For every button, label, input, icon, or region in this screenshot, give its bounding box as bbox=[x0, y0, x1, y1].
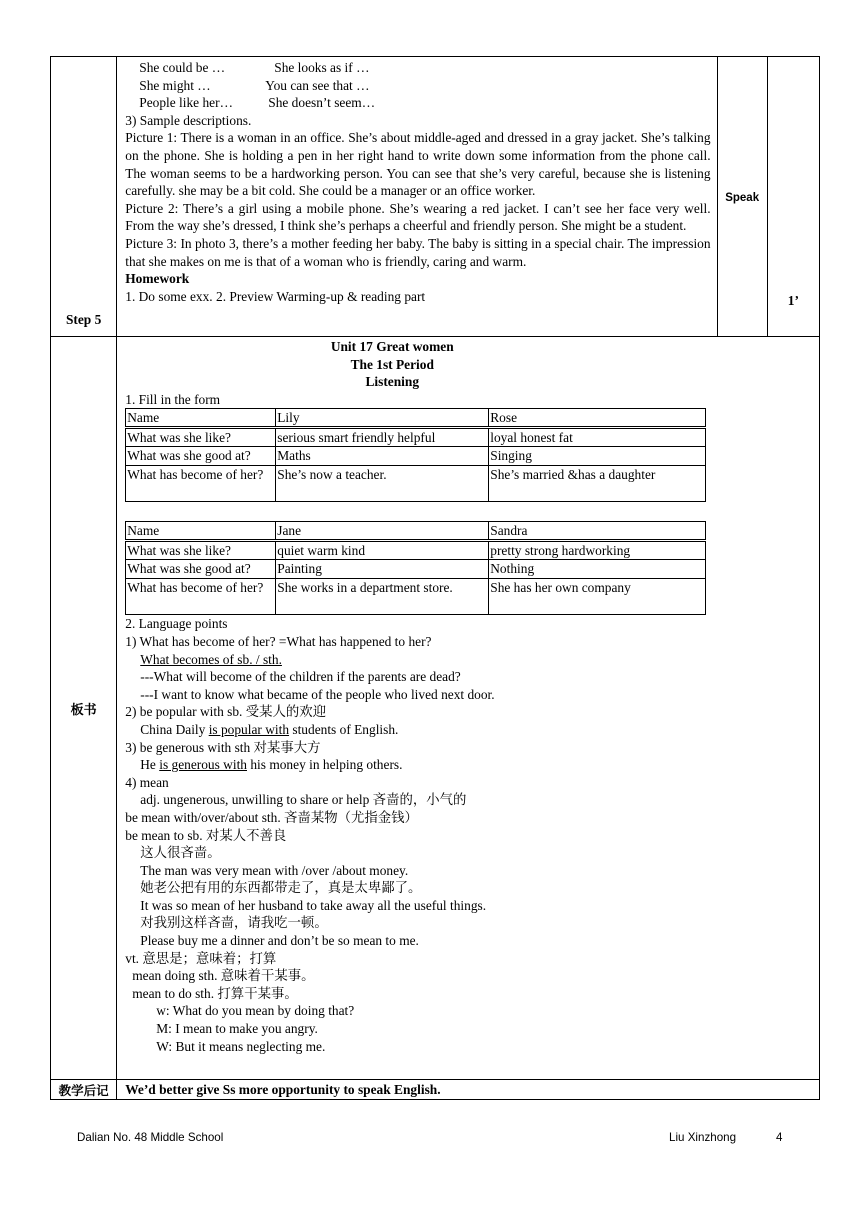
sample-heading: 3) Sample descriptions. bbox=[125, 112, 252, 128]
point-1-structure: What becomes of sb. / sth. bbox=[140, 651, 282, 667]
form-table-1 bbox=[125, 408, 706, 502]
point-4-b: be mean to sb. 对某人不善良 bbox=[125, 827, 287, 843]
step5-label-cell bbox=[51, 57, 117, 337]
phrase-row: She might … You can see that … bbox=[139, 77, 370, 93]
point-1-example-b: ---I want to know what became of the people who lived next door. bbox=[140, 686, 495, 702]
table-row: What was she good at? Maths Singing bbox=[126, 447, 706, 466]
point-2: 2) be popular with sb. 受某人的欢迎 bbox=[125, 704, 327, 720]
footer-page-number: 4 bbox=[776, 1131, 783, 1144]
board-label: 板书 bbox=[70, 702, 97, 718]
point-4-h: Please buy me a dinner and don’t be so mean to me. bbox=[140, 933, 419, 949]
board-label-cell bbox=[51, 337, 117, 1080]
reflection-label: 教学后记 bbox=[58, 1082, 109, 1098]
table-row: What has become of her? She works in a department store. She has her own company bbox=[126, 579, 706, 615]
step5-label: Step 5 bbox=[65, 312, 102, 327]
point-3: 3) be generous with sth 对某事大方 bbox=[125, 739, 321, 755]
table-row: Name Lily Rose bbox=[126, 409, 706, 428]
point-4-a: be mean with/over/about sth. 吝啬某物（尤指金钱） bbox=[125, 809, 418, 825]
board-row bbox=[51, 337, 820, 1080]
point-2-example: China Daily is popular with students of English. bbox=[140, 721, 399, 737]
table-row: What has become of her? She’s now a teacher. She’s married &has a daughter bbox=[126, 466, 706, 502]
point-3-example: He is generous with his money in helping others. bbox=[140, 757, 403, 773]
point-1: 1) What has become of her? =What has happened to her? bbox=[125, 633, 432, 649]
dialogue-line: W: But it means neglecting me. bbox=[156, 1038, 326, 1054]
reflection-text: We’d better give Ss more opportunity to speak English. bbox=[125, 1081, 441, 1097]
point-4-i: mean doing sth. 意味着干某事。 bbox=[132, 968, 315, 984]
point-4-adj: adj. ungenerous, unwilling to share or help 吝啬的，小气的 bbox=[140, 792, 467, 808]
reflection-label-cell bbox=[51, 1080, 117, 1100]
point-4-vt: vt. 意思是；意味着；打算 bbox=[125, 950, 277, 966]
point-4-d: The man was very mean with /over /about money. bbox=[140, 862, 409, 878]
point-4-j: mean to do sth. 打算干某事。 bbox=[132, 985, 298, 1001]
unit-title: Unit 17 Great women bbox=[330, 339, 454, 354]
point-4-e: 她老公把有用的东西都带走了，真是太卑鄙了。 bbox=[140, 880, 422, 896]
point-1-example-a: ---What will become of the children if the parents are dead? bbox=[140, 669, 461, 685]
point-4-f: It was so mean of her husband to take away all the useful things. bbox=[140, 897, 487, 913]
speak-label: Speak bbox=[725, 191, 760, 204]
table-row: Name Jane Sandra bbox=[126, 522, 706, 541]
table-row: What was she like? quiet warm kind pretty strong hardworking bbox=[126, 541, 706, 560]
language-points-heading: 2. Language points bbox=[125, 616, 228, 632]
table-row: What was she like? serious smart friendly helpful loyal honest fat bbox=[126, 428, 706, 447]
listening-title: Listening bbox=[365, 374, 420, 390]
lesson-plan-table bbox=[50, 56, 820, 1100]
table-row: What was she good at? Painting Nothing bbox=[126, 560, 706, 579]
step5-row bbox=[51, 57, 820, 337]
phrase-row: People like her… She doesn’t seem… bbox=[139, 95, 376, 111]
fill-heading: 1. Fill in the form bbox=[125, 391, 221, 407]
reflection-content bbox=[117, 1080, 820, 1100]
reflection-row bbox=[51, 1080, 820, 1100]
period-title: The 1st Period bbox=[350, 356, 434, 372]
speak-cell bbox=[717, 57, 767, 337]
picture3-description: Picture 3: In photo 3, there’s a mother feeding her baby. The baby is sitting in a special chair. The impression that she makes on me is that of a woman who is friendly, caring and warm. bbox=[125, 235, 711, 269]
point-4-g: 对我别这样吝啬，请我吃一顿。 bbox=[140, 915, 328, 931]
step5-content bbox=[117, 57, 717, 337]
form-table-2 bbox=[125, 521, 706, 615]
picture1-description: Picture 1: There is a woman in an office. She’s about middle-aged and dressed in a gray jacket. She’s talking on the phone. She is holding a pen in her right hand to write down some information from the phone call. The woman seems to be a hardworking person. You can see that she’s very careful, because she is listening carefully. she may be a bit cold. She could be a manager or an office worker. bbox=[125, 130, 711, 199]
homework-text: 1. Do some exx. 2. Preview Warming-up & reading part bbox=[125, 288, 426, 304]
point-4-c: 这人很吝啬。 bbox=[140, 845, 221, 861]
dialogue-line: w: What do you mean by doing that? bbox=[156, 1003, 355, 1019]
time-cell bbox=[767, 57, 819, 337]
time-label: 1’ bbox=[787, 293, 799, 308]
picture2-description: Picture 2: There’s a girl using a mobile phone. She’s wearing a red jacket. I can’t see her face very well. From the way she’s dressed, I think she’s perhaps a cheerful and friendly person. She might be a student. bbox=[125, 200, 711, 234]
footer-school: Dalian No. 48 Middle School bbox=[77, 1131, 224, 1144]
phrase-row: She could be … She looks as if … bbox=[139, 60, 370, 75]
footer-author: Liu Xinzhong bbox=[669, 1131, 737, 1144]
dialogue-line: M: I mean to make you angry. bbox=[156, 1021, 318, 1037]
board-content bbox=[117, 337, 820, 1080]
point-4: 4) mean bbox=[125, 774, 169, 790]
homework-title: Homework bbox=[125, 271, 190, 287]
